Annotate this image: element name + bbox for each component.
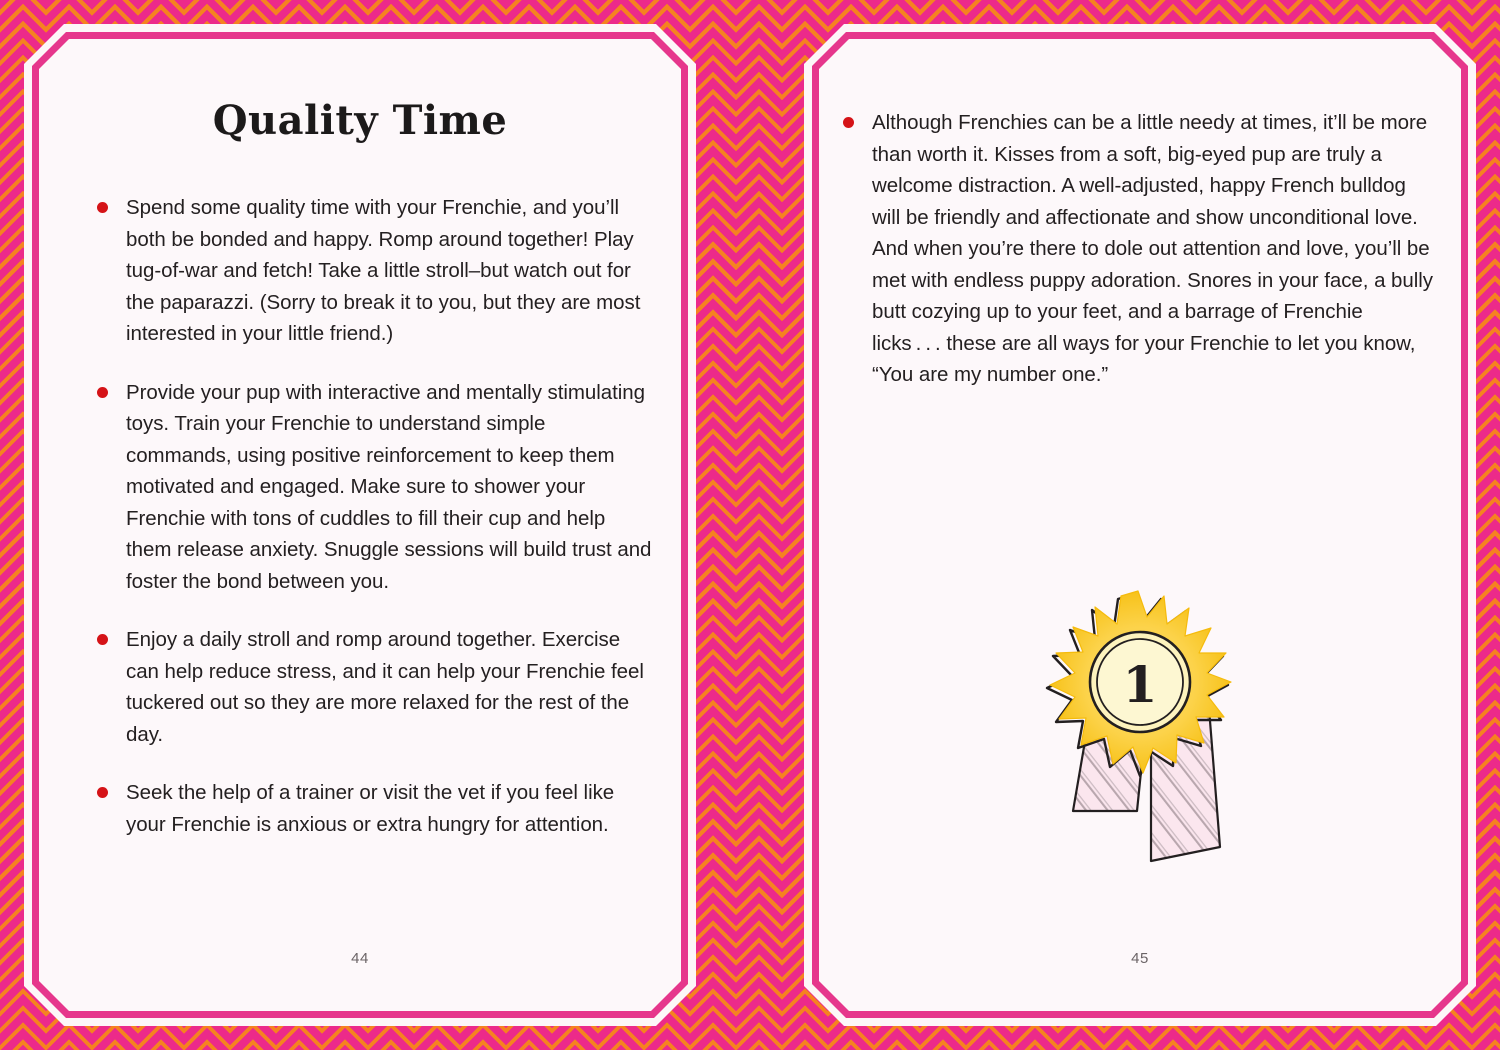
page-number-right: 45 xyxy=(1131,950,1149,967)
bullet-text: Spend some quality time with your Frenchie, and you’ll both be bonded and happy. Romp around together! Play tug-of-war and fetch! Take a little stroll–but watch out for the paparazzi. (Sorry to break it to you, but they are most interested in your little friend.) xyxy=(126,196,641,345)
medal-number: 1 xyxy=(1122,655,1158,714)
left-bullet-list xyxy=(39,192,681,840)
herringbone-column xyxy=(759,0,782,1050)
list-item xyxy=(97,777,653,840)
list-item xyxy=(97,624,653,750)
bullet-dot-icon xyxy=(97,634,108,645)
herringbone-column xyxy=(1495,0,1500,1050)
bullet-dot-icon xyxy=(843,117,854,128)
herringbone-column xyxy=(0,0,23,1050)
right-page xyxy=(819,39,1461,1011)
left-page xyxy=(39,39,681,1011)
bullet-text: Provide your pup with interactive and mentally stimulating toys. Train your Frenchie to understand simple commands, using positive reinforcement to keep them motivated and engaged. Make sure to shower your Frenchie with tons of cuddles to fill their cup and help them release anxiety. Snuggle sessions will build trust and foster the bond between you. xyxy=(126,380,652,593)
bullet-dot-icon xyxy=(97,202,108,213)
page-number-left: 44 xyxy=(351,950,369,967)
herringbone-column xyxy=(713,0,736,1050)
bullet-text: Seek the help of a trainer or visit the vet if you feel like your Frenchie is anxious or extra hungry for attention. xyxy=(126,781,615,836)
bullet-text: Enjoy a daily stroll and romp around together. Exercise can help reduce stress, and it can help your Frenchie feel tuckered out so they are more relaxed for the rest of the day. xyxy=(126,628,644,746)
bullet-dot-icon xyxy=(97,787,108,798)
award-ribbon-icon xyxy=(1025,587,1255,887)
right-bullet-list xyxy=(819,107,1461,391)
page-title: Quality Time xyxy=(212,97,508,144)
herringbone-column xyxy=(782,0,805,1050)
herringbone-column xyxy=(736,0,759,1050)
bullet-text: Although Frenchies can be a little needy at times, it’ll be more than worth it. Kisses from a soft, big-eyed pup are truly a welcome distraction. A well-adjusted, happy French bulldog will be friendly and affectionate and show unconditional love. And when you’re there to dole out attention and love, you’ll be met with endless puppy adoration. Snores in your face, a bully butt cozying up to your feet, and a barrage of Frenchie licks . . . these are all ways for your Frenchie to let you know, “You are my number one.” xyxy=(872,111,1433,386)
list-item xyxy=(97,377,653,598)
list-item xyxy=(843,107,1433,391)
medal-center xyxy=(1090,632,1190,732)
bullet-dot-icon xyxy=(97,387,108,398)
list-item xyxy=(97,192,653,350)
